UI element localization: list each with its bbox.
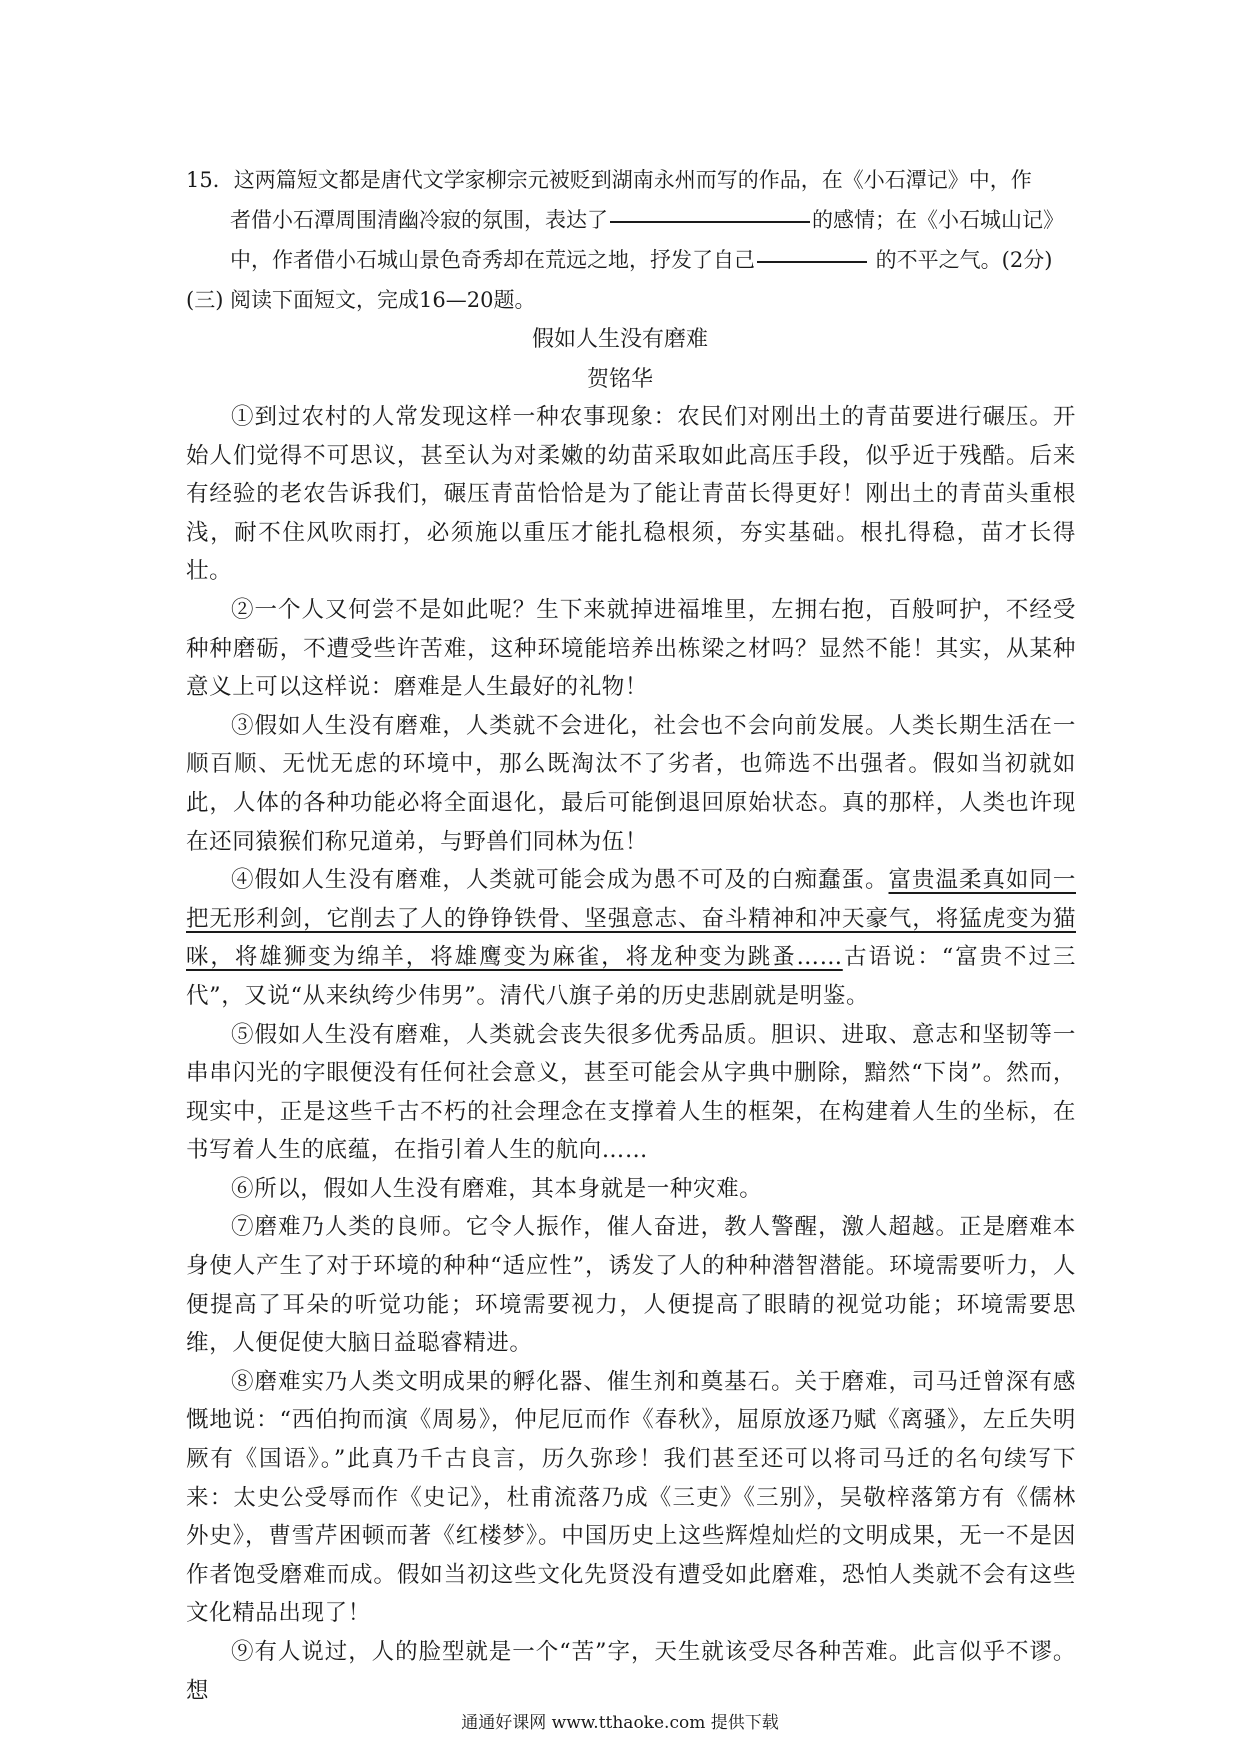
question-15-line-2: 者借小石潭周围清幽冷寂的氛围，表达了 的感情；在《小石城山记》 xyxy=(230,208,1064,232)
question-15-line-3: 中，作者借小石城山景色奇秀却在荒远之地，抒发了自己 的不平之气。(2分) xyxy=(230,248,1053,272)
article-body xyxy=(186,398,1076,1710)
paragraph-4: ④假如人生没有磨难，人类就可能会成为愚不可及的白痴蠢蛋。富贵温柔真如同一把无形利剑，它削去了人的铮铮铁骨、坚强意志、奋斗精神和冲天豪气，将猛虎变为猫咪，将雄狮变为绵羊，将雄鹰变为麻雀，将龙种变为跳蚤……古语说：“富贵不过三代”，又说“从来纨绔少伟男”。清代八旗子弟的历史悲剧就是明鉴。 xyxy=(186,867,1076,1009)
page-footer: 通通好课网 www.tthaoke.com 提供下载 xyxy=(461,1713,779,1733)
paragraph-7: ⑦磨难乃人类的良师。它令人振作，催人奋进，教人警醒，激人超越。正是磨难本身使人产生了对于环境的种种“适应性”，诱发了人的种种潜智潜能。环境需要听力，人便提高了耳朵的听觉功能；环境需要视力，人便提高了眼睛的视觉功能；环境需要思维，人便促使大脑日益聪睿精进。 xyxy=(186,1214,1076,1357)
paragraph-1: ①到过农村的人常发现这样一种农事现象：农民们对刚出土的青苗要进行碾压。开始人们觉得不可思议，甚至认为对柔嫩的幼苗采取如此高压手段，似乎近于残酷。后来有经验的老农告诉我们，碾压青苗恰恰是为了能让青苗长得更好！刚出土的青苗头重根浅，耐不住风吹雨打，必须施以重压才能扎稳根须，夯实基础。根扎得稳，苗才长得壮。 xyxy=(186,404,1076,585)
paragraph-9: ⑨有人说过，人的脸型就是一个“苦”字，天生就该受尽各种苦难。此言似乎不谬。想 xyxy=(186,1639,1076,1704)
question-15 xyxy=(186,160,1076,280)
section-heading: (三) 阅读下面短文，完成16—20题。 xyxy=(186,288,536,312)
paragraph-3: ③假如人生没有磨难，人类就不会进化，社会也不会向前发展。人类长期生活在一顺百顺、无忧无虑的环境中，那么既淘汰不了劣者，也筛选不出强者。假如当初就如此，人体的各种功能必将全面退化，最后可能倒退回原始状态。真的那样，人类也许现在还同猿猴们称兄道弟，与野兽们同林为伍！ xyxy=(186,712,1076,855)
answer-blank-1[interactable] xyxy=(610,221,810,223)
answer-blank-2[interactable] xyxy=(757,261,867,263)
paragraph-8: ⑧磨难实乃人类文明成果的孵化器、催生剂和奠基石。关于磨难，司马迁曾深有感慨地说：“西伯拘而演《周易》，仲尼厄而作《春秋》，屈原放逐乃赋《离骚》，左丘失明厥有《国语》。”此真乃千古良言，历久弥珍！我们甚至还可以将司马迁的名句续写下来：太史公受辱而作《史记》，杜甫流落乃成《三吏》《三别》，吴敬梓落第方有《儒林外史》，曹雪芹困顿而著《红楼梦》。中国历史上这些辉煌灿烂的文明成果，无一不是因作者饱受磨难而成。假如当初这些文化先贤没有遭受如此磨难，恐怕人类就不会有这些文化精品出现了！ xyxy=(186,1368,1076,1627)
article-author: 贺铭华 xyxy=(586,367,653,392)
question-number: 15． xyxy=(186,168,234,192)
paragraph-6: ⑥所以，假如人生没有磨难，其本身就是一种灾难。 xyxy=(231,1175,763,1202)
underlined-sentence: 富贵温柔真如同一把无形利剑，它削去了人的铮铮铁骨、坚强意志、奋斗精神和冲天豪气，将猛虎变为猫咪，将雄狮变为绵羊，将雄鹰变为麻雀，将龙种变为跳蚤…… xyxy=(186,867,1076,971)
paragraph-5: ⑤假如人生没有磨难，人类就会丧失很多优秀品质。胆识、进取、意志和坚韧等一串串闪光的字眼便没有任何社会意义，甚至可能会从字典中删除，黯然“下岗”。然而，现实中，正是这些千古不朽的社会理念在支撑着人生的框架，在构建着人生的坐标，在书写着人生的底蕴，在指引着人生的航向…… xyxy=(186,1021,1076,1164)
article-title: 假如人生没有磨难 xyxy=(531,327,708,352)
paragraph-2: ②一个人又何尝不是如此呢？生下来就掉进福堆里，左拥右抱，百般呵护，不经受种种磨砺，不遭受些许苦难，这种环境能培养出栋梁之材吗？显然不能！其实，从某种意义上可以这样说：磨难是人生最好的礼物！ xyxy=(186,596,1076,701)
question-15-line-1: 15．这两篇短文都是唐代文学家柳宗元被贬到湖南永州而写的作品，在《小石潭记》中，作 xyxy=(186,168,1032,192)
